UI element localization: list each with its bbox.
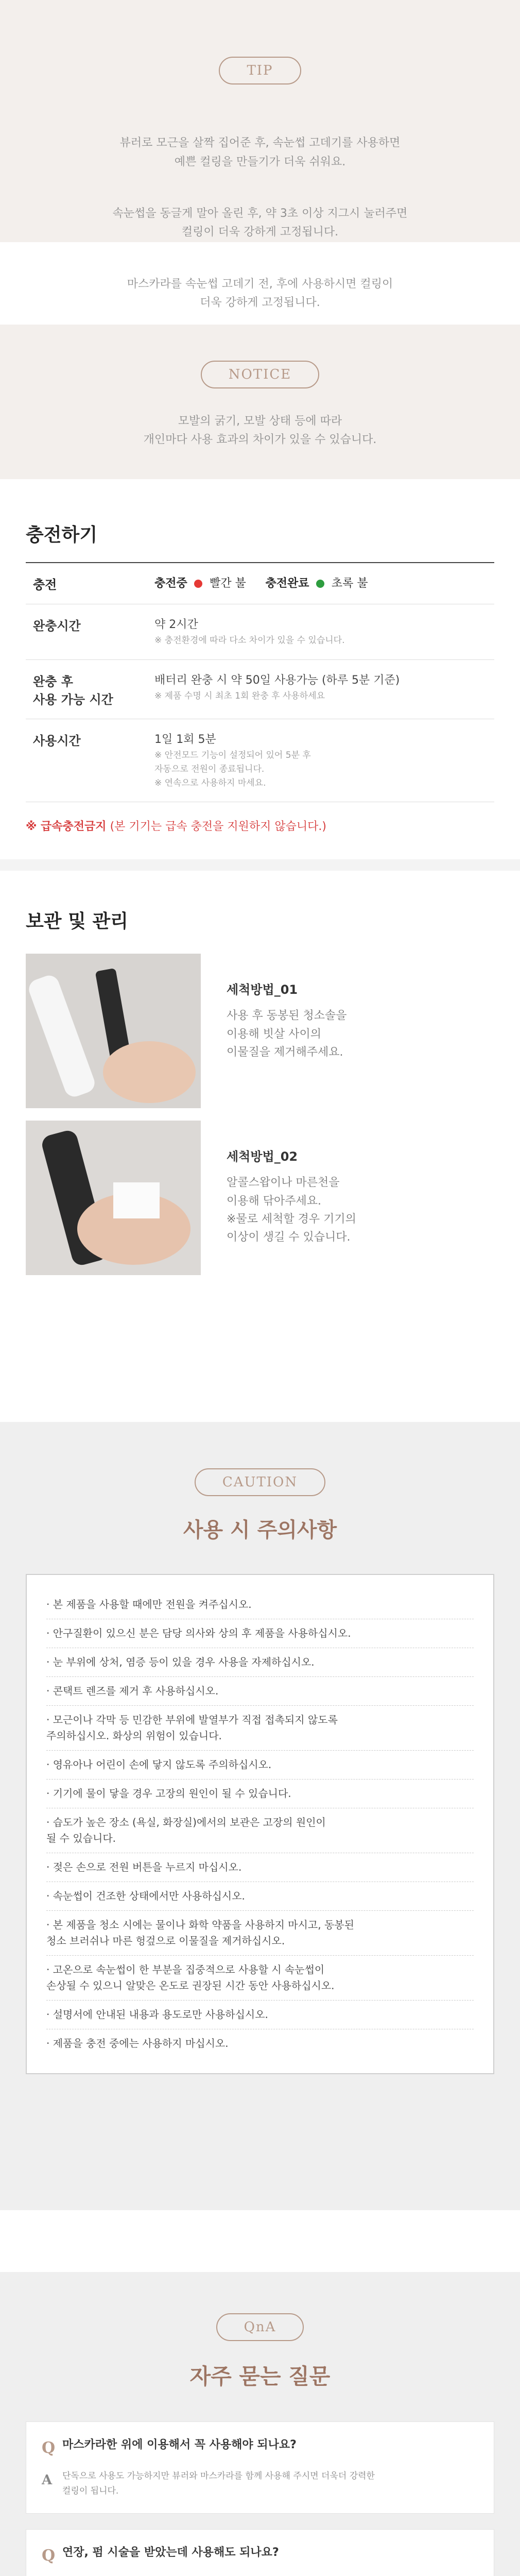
red-dot-icon	[194, 580, 202, 588]
table-key: 완충시간	[33, 619, 81, 634]
wiping-illustration	[26, 1121, 201, 1275]
caution-item: · 모근이나 각막 등 민감한 부위에 발열부가 직접 접촉되지 않도록 주의하십시오. 화상의 위험이 있습니다.	[46, 1706, 474, 1751]
green-light-label: 초록 불	[331, 577, 368, 590]
caution-item: · 안구질환이 있으신 분은 담당 의사와 상의 후 제품을 사용하십시오.	[46, 1619, 474, 1648]
caution-item: · 본 제품을 청소 시에는 물이나 화학 약품을 사용하지 마시고, 동봉된 청소 브러쉬나 마른 헝겊으로 이물질을 제거하십시오.	[46, 1911, 474, 1956]
value-note: ※ 안전모드 기능이 설정되어 있어 5분 후 자동으로 전원이 종료됩니다. ※ 연속으로 사용하지 마세요.	[154, 750, 311, 789]
care-text	[201, 954, 347, 1108]
care-item-title: 세척방법_01	[227, 982, 298, 997]
table-row	[26, 660, 494, 719]
caution-item: · 속눈썹이 건조한 상태에서만 사용하십시오.	[46, 1882, 474, 1911]
qna-item	[26, 2529, 494, 2576]
qna-list	[26, 2421, 494, 2576]
answer	[42, 2469, 478, 2499]
question-text: 연장, 펌 시술을 받았는데 사용해도 되나요?	[62, 2546, 279, 2560]
brush-cleaning-image	[26, 954, 201, 1108]
tip-paragraph: 속눈썹을 동글게 말아 올린 후, 약 3초 이상 지그시 눌러주면 컬링이 더욱 강하게 고정됩니다.	[112, 207, 408, 239]
fast-charge-warning	[0, 802, 520, 859]
caution-item: · 습도가 높은 장소 (욕실, 화장실)에서의 보관은 고장의 원인이 될 수 있습니다.	[46, 1808, 474, 1853]
value-text: 1일 1회 5분	[154, 733, 216, 746]
charging-section	[0, 479, 520, 859]
caution-title: 사용 시 주의사항	[183, 1518, 337, 1543]
caution-item: · 제품을 충전 중에는 사용하지 마십시오.	[46, 2037, 229, 2050]
value-note: ※ 충전환경에 따라 다소 차이가 있을 수 있습니다.	[154, 635, 345, 646]
table-row	[26, 719, 494, 803]
table-value	[154, 604, 494, 659]
a-mark-icon: A	[42, 2472, 53, 2488]
red-light-label: 빨간 불	[210, 577, 246, 590]
question	[42, 2436, 478, 2460]
table-key: 사용시간	[33, 733, 81, 748]
qna-section	[0, 2272, 520, 2576]
warning-bold: ※ 급속충전금지	[26, 820, 107, 834]
cleaning-illustration	[26, 954, 201, 1108]
caution-item: · 젖은 손으로 전원 버튼을 누르지 마십시오.	[46, 1853, 474, 1882]
caution-item: · 고온으로 속눈썹이 한 부분을 집중적으로 사용할 시 속눈썹이 손상될 수 있으니 알맞은 온도로 권장된 시간 동안 사용하십시오.	[46, 1956, 474, 2001]
tip-paragraph: 마스카라를 속눈썹 고데기 전, 후에 사용하시면 컬링이 더욱 강하게 고정됩니다.	[127, 278, 393, 310]
question	[42, 2544, 478, 2567]
charged-status-label: 충전완료	[265, 577, 309, 590]
caution-item: · 영유아나 어린이 손에 닿지 않도록 주의하십시오.	[46, 1751, 474, 1780]
qna-label: QnA	[216, 2313, 304, 2341]
table-row	[26, 563, 494, 604]
warning-rest: (본 기기는 급속 충전을 지원하지 않습니다.)	[110, 820, 326, 834]
table-value	[154, 719, 494, 802]
qna-title: 자주 묻는 질문	[189, 2364, 331, 2389]
wipe-cleaning-image	[26, 1121, 201, 1275]
qna-item	[26, 2421, 494, 2514]
caution-item: · 콘택트 렌즈를 제거 후 사용하십시오.	[46, 1677, 474, 1706]
notice-text: 모발의 굵기, 모발 상태 등에 따라 개인마다 사용 효과의 차이가 있을 수 있습니다.	[143, 415, 377, 447]
care-section	[0, 871, 520, 1422]
tip-label: TIP	[219, 57, 301, 84]
tip-paragraph: 뷰러로 모근을 살짝 집어준 후, 속눈썹 고데기를 사용하면 예쁜 컬링을 만들기가 더욱 쉬워요.	[119, 137, 401, 168]
care-item-text: 알콜스왑이나 마른천을 이용해 닦아주세요. ※물로 세척할 경우 기기의 이상이 생길 수 있습니다.	[227, 1176, 356, 1244]
table-row	[26, 604, 494, 659]
care-title: 보관 및 관리	[26, 911, 128, 933]
table-header-key: 충전	[33, 578, 57, 592]
q-mark-icon: Q	[42, 2439, 56, 2458]
caution-list	[26, 1574, 494, 2074]
caution-section	[0, 1422, 520, 2210]
caution-label: CAUTION	[195, 1468, 325, 1496]
charging-title: 충전하기	[26, 524, 98, 546]
green-dot-icon	[316, 580, 324, 588]
notice-section	[0, 325, 520, 479]
value-text: 약 2시간	[154, 618, 198, 632]
table-value	[154, 660, 494, 719]
divider	[0, 859, 520, 871]
q-mark-icon: Q	[42, 2547, 56, 2565]
care-item	[26, 1121, 520, 1275]
value-note: ※ 제품 수명 시 최초 1회 완충 후 사용하세요	[154, 690, 325, 701]
table-key: 완충 후 사용 가능 시간	[33, 674, 113, 707]
care-text	[201, 1121, 356, 1275]
caution-item: · 눈 부위에 상처, 염증 등이 있을 경우 사용을 자제하십시오.	[46, 1648, 474, 1677]
care-item-title: 세척방법_02	[227, 1149, 298, 1164]
question-text: 마스카라한 위에 이용해서 꼭 사용해야 되나요?	[62, 2438, 297, 2452]
care-item	[26, 954, 520, 1108]
tip-section	[0, 0, 520, 310]
charging-status-label: 충전중	[154, 577, 187, 590]
value-text: 배터리 완충 시 약 50일 사용가능 (하루 5분 기준)	[154, 673, 400, 687]
caution-item: · 기기에 물이 닿을 경우 고장의 원인이 될 수 있습니다.	[46, 1780, 474, 1808]
charging-table	[26, 562, 494, 802]
caution-item: · 설명서에 안내된 내용과 용도로만 사용하십시오.	[46, 2001, 474, 2029]
table-header-status	[154, 563, 494, 604]
spacer	[0, 2210, 520, 2272]
notice-label: NOTICE	[201, 361, 320, 388]
care-item-text: 사용 후 동봉된 청소솔을 이용해 빗살 사이의 이물질을 제거해주세요.	[227, 1009, 347, 1059]
caution-item: · 본 제품을 사용할 때에만 전원을 켜주십시오.	[46, 1590, 474, 1619]
answer-text: 단독으로 사용도 가능하지만 뷰러와 마스카라를 함께 사용해 주시면 더욱더 강력한 컬링이 됩니다.	[62, 2471, 375, 2497]
